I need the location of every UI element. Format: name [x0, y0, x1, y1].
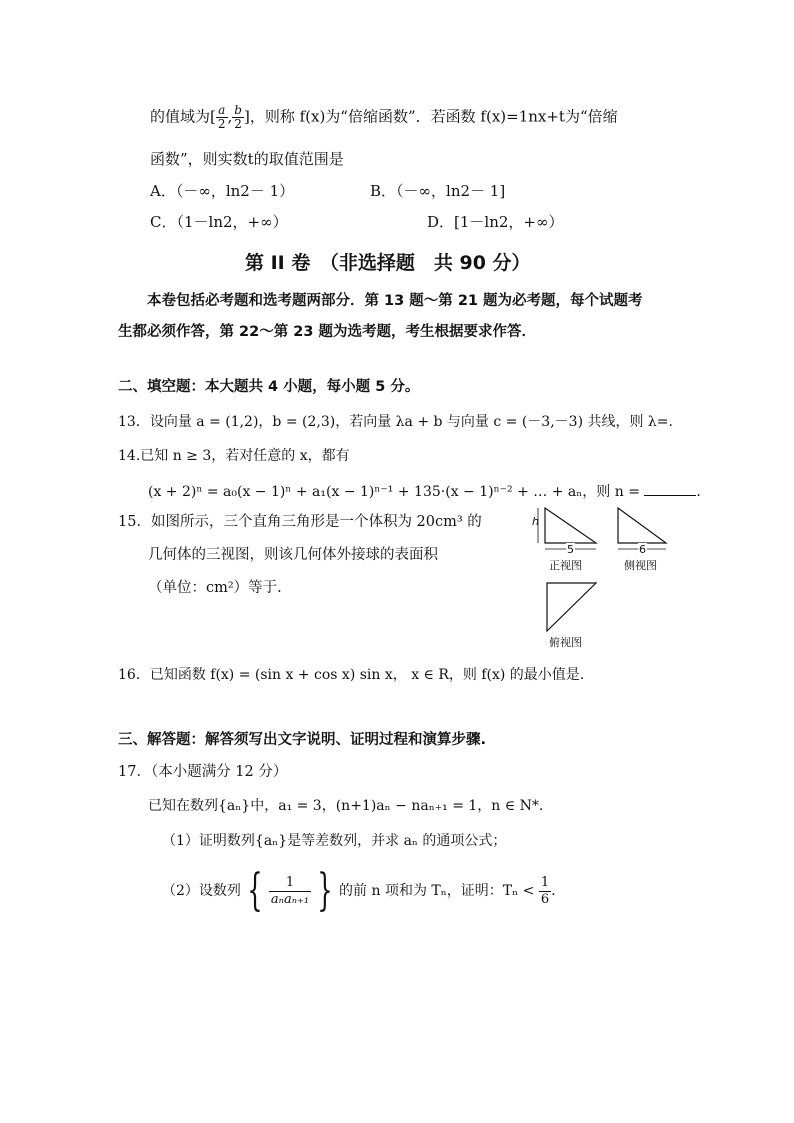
right-brace: } [317, 865, 333, 916]
question-17-given: 已知在数列{aₙ}中，a₁ = 3，(n+1)aₙ − naₙ₊₁ = 1，n ∈ N*. [148, 798, 544, 814]
top-view-caption: 俯视图 [549, 636, 582, 649]
q12-option-d: D．[1－ln2，+∞） [427, 213, 564, 231]
side-view-caption: 侧视图 [624, 559, 657, 572]
q12-line2: 函数”，则实数t的取值范围是 [150, 150, 344, 168]
height-label: h [532, 515, 539, 528]
sequence-fraction: $\frac{1}{\text{aₙaₙ₊₁}}$ [270, 874, 310, 907]
q12-range-pre: 的值域为[ [150, 107, 216, 126]
question-17-part2: （2）设数列 { $\frac{1}{\text{aₙaₙ₊₁}}$ } 的前 n 项和为 Tₙ，证明：Tₙ < $\frac{1}{6}$ . [162, 865, 556, 916]
question-15-line3: （单位：cm²）等于. [148, 580, 282, 596]
top-view-triangle [547, 583, 596, 631]
section2-heading: 二、填空题：本大题共 4 小题，每小题 5 分。 [118, 379, 420, 395]
front-width-label: 5 [567, 543, 574, 556]
q12-option-b: B．（－∞，ln2－ 1] [370, 182, 506, 200]
q14-equation: (x + 2)ⁿ = a₀(x − 1)ⁿ + a₁(x − 1)ⁿ⁻¹ + 135·(x − 1)ⁿ⁻² + … + aₙ，则 n = [148, 484, 640, 500]
part2-intro-line1: 本卷包括必考题和选考题两部分．第 13 题～第 21 题为必考题，每个试题考 [147, 293, 643, 309]
q17-part2-post: 的前 n 项和为 Tₙ，证明：Tₙ < [339, 883, 535, 899]
q12-option-a: A．（－∞，ln2－ 1） [150, 182, 295, 200]
question-16: 16．已知函数 f(x) = (sin x + cos x) sin x， x ∈ R，则 f(x) 的最小值是. [118, 667, 585, 683]
front-view-triangle [545, 508, 596, 543]
range-fraction-b: $\frac{b}{2}$ [234, 103, 242, 131]
question-15-line1: 15．如图所示，三个直角三角形是一个体积为 20cm³ 的 [118, 514, 482, 530]
q17-part2-pre: （2）设数列 [162, 883, 241, 899]
bound-fraction: $\frac{1}{6}$ [540, 874, 550, 907]
question-17-part1: （1）证明数列{aₙ}是等差数列，并求 aₙ 的通项公式； [162, 833, 507, 849]
q12-option-c: C．（1－ln2，+∞） [150, 213, 288, 231]
question-14-line2: (x + 2)ⁿ = a₀(x − 1)ⁿ + a₁(x − 1)ⁿ⁻¹ + 135·(x − 1)ⁿ⁻² + … + aₙ，则 n = . [148, 481, 701, 502]
part2-intro-line2: 生都必须作答，第 22～第 23 题为选考题，考生根据要求作答． [118, 324, 536, 340]
three-view-figure [530, 505, 670, 655]
side-view-triangle [618, 508, 666, 543]
q12-line1: 的值域为[ $\frac{a}{2}$ , $\frac{b}{2}$ ]，则称 f(x)为“倍缩函数”．若函数 f(x)=1nx+t为“倍缩 [150, 103, 618, 131]
left-brace: { [247, 865, 263, 916]
question-14-line1: 14.已知 n ≥ 3，若对任意的 x，都有 [118, 448, 350, 464]
question-17-title: 17．（本小题满分 12 分） [118, 764, 288, 780]
question-13: 13．设向量 a = (1,2)，b = (2,3)，若向量 λa + b 与向量 c = (－3,－3) 共线，则 λ=. [118, 414, 673, 430]
question-15-line2: 几何体的三视图，则该几何体外接球的表面积 [148, 547, 438, 563]
range-fraction-a: $\frac{a}{2}$ [217, 103, 226, 131]
part2-title: 第 II 卷 （非选择题 共 90 分） [245, 252, 531, 274]
front-view-caption: 正视图 [549, 559, 582, 572]
answer-blank [644, 481, 696, 496]
section3-heading: 三、解答题：解答须写出文字说明、证明过程和演算步骤. [118, 732, 487, 748]
q12-range-post: ]，则称 f(x)为“倍缩函数”．若函数 f(x)=1nx+t为“倍缩 [243, 107, 618, 126]
side-width-label: 6 [639, 543, 646, 556]
